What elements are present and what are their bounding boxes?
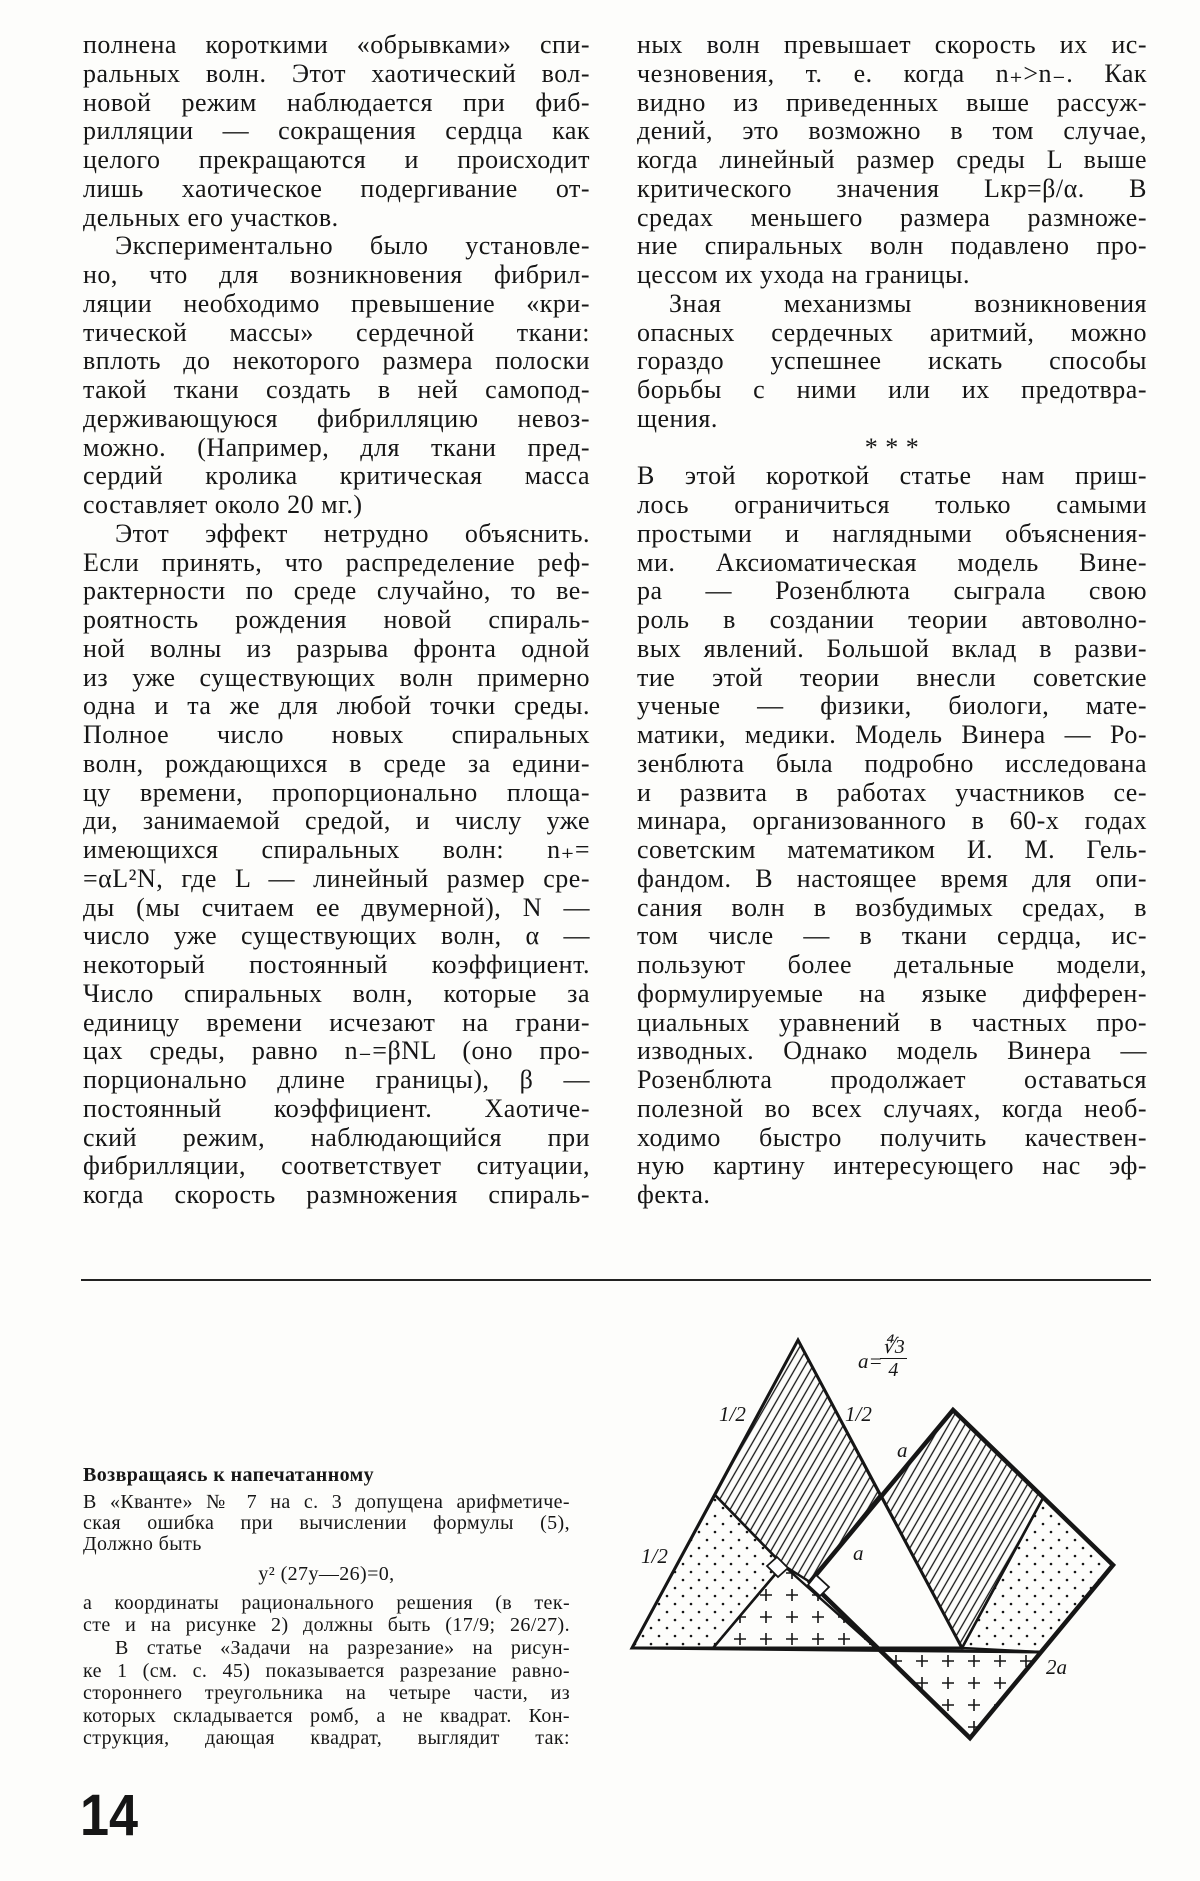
text-line: волн, рождающихся в среде за едини-	[83, 748, 590, 778]
text-line: дений, это возможно в том случае,	[637, 116, 1147, 146]
text-line: циальных уравнений в частных про-	[637, 1007, 1147, 1037]
a-equals-label: a=	[858, 1349, 883, 1373]
text-line: единицу времени исчезают на грани-	[83, 1007, 590, 1037]
text-line: можно. (Например, для ткани пред-	[83, 432, 590, 462]
text-line: простыми и наглядными объяснения-	[637, 518, 1147, 548]
text-line: матики, медики. Модель Винера — Ро-	[637, 720, 1147, 749]
text-line: =αL²N, где L — линейный размер сре-	[83, 863, 590, 893]
text-line: средах меньшего размера размноже-	[637, 202, 1147, 232]
text-line: одна и та же для любой точки среды.	[83, 691, 590, 721]
text-line: борьбы с ними или их предотвра-	[637, 375, 1147, 404]
text-line: лишь хаотическое подергивание от-	[83, 173, 590, 203]
text-line: ние спиральных волн подавлено про-	[637, 231, 1147, 261]
text-line: полнена короткими «обрывками» спи-	[83, 30, 590, 59]
erratum-line: ская ошибка при вычислении формулы (5),	[83, 1512, 570, 1534]
text-line: составляет около 20 мг.)	[83, 490, 363, 519]
text-line: когда линейный размер среды L выше	[637, 145, 1147, 174]
text-line: когда скорость размножения спираль-	[83, 1180, 590, 1209]
a-numerator: ∜3	[882, 1336, 905, 1358]
label-two-a: 2a	[1046, 1655, 1067, 1679]
text-line: Если принять, что распределение реф-	[83, 547, 590, 577]
text-line: постоянный коэффициент. Хаотиче-	[83, 1093, 590, 1123]
erratum-line: В «Кванте» № 7 на с. 3 допущена арифметиче-	[83, 1491, 570, 1513]
text-line: и развита в работах участников се-	[637, 777, 1147, 807]
erratum-line: В статье «Задачи на разрезание» на рисун-	[115, 1637, 570, 1659]
text-line: минара, организованного в 60-х годах	[637, 806, 1147, 836]
text-line: ходимо быстро получить качествен-	[637, 1122, 1147, 1152]
text-line: щения.	[637, 403, 718, 433]
text-line: тической массы» сердечной ткани:	[83, 317, 590, 347]
text-line: фандом. В настоящее время для опи-	[637, 863, 1147, 893]
text-line: ных волн превышает скорость их ис-	[637, 30, 1147, 59]
page-number: 14	[80, 1783, 139, 1848]
label-half-left-top: 1/2	[719, 1402, 746, 1426]
text-line: фекта.	[637, 1180, 711, 1209]
text-line: ды (мы считаем ее двумерной), N —	[83, 892, 590, 922]
text-line: ляции необходимо превышение «кри-	[83, 288, 590, 318]
text-line: цах среды, равно n₋=βNL (оно про-	[83, 1036, 590, 1066]
erratum-line: ке 1 (см. с. 45) показывается разрезание равно-	[83, 1660, 570, 1682]
label-half-left-bottom: 1/2	[641, 1544, 668, 1568]
text-line: число уже существующих волн, α —	[83, 921, 590, 951]
text-line: Этот эффект нетрудно объяснить.	[115, 518, 590, 548]
label-a-upper: a	[897, 1438, 908, 1462]
text-line: ди, занимаемой средой, и числу уже	[83, 806, 590, 836]
text-line: вых явлений. Большой вклад в разви-	[637, 633, 1147, 663]
erratum-formula: y² (27y—26)=0,	[258, 1563, 395, 1585]
text-line: сания волн в возбудимых средах, в	[637, 892, 1147, 922]
text-line: Розенблюта продолжает оставаться	[637, 1065, 1147, 1094]
erratum-line: а координаты рационального решения (в тек-	[83, 1592, 570, 1614]
text-line: роль в создании теории автоволно-	[637, 605, 1147, 634]
text-line: рактерности по среде случайно, то ве-	[83, 576, 590, 606]
text-line: цессом их ухода на границы.	[637, 260, 970, 289]
text-line: Экспериментально было установле-	[115, 231, 590, 261]
text-line: рилляции — сокращения сердца как	[83, 116, 590, 146]
text-line: ми. Аксиоматическая модель Вине-	[637, 547, 1147, 577]
text-line: тие этой теории внесли советские	[637, 662, 1147, 692]
erratum-heading: Возвращаясь к напечатанному	[83, 1464, 375, 1486]
a-fraction	[880, 1336, 907, 1381]
text-line: Зная механизмы возникновения	[669, 288, 1147, 318]
erratum-line: стороннего треугольника на четыре части, из	[83, 1682, 570, 1704]
text-line: видно из приведенных выше рассуж-	[637, 87, 1147, 117]
section-separator: * * *	[864, 432, 920, 462]
text-line: ский режим, наблюдающийся при	[83, 1122, 590, 1152]
text-line: Число спиральных волн, которые за	[83, 978, 590, 1008]
text-line: гораздо успешнее искать способы	[637, 346, 1147, 376]
text-line: советским математиком И. М. Гель-	[637, 835, 1147, 864]
a-denominator: 4	[888, 1359, 899, 1381]
label-half-right-top: 1/2	[845, 1402, 872, 1426]
text-line: новой режим наблюдается при фиб-	[83, 87, 590, 117]
text-line: держивающуюся фибрилляцию невоз-	[83, 403, 590, 433]
erratum-line: которых складывается ромб, а не квадрат. Кон-	[83, 1705, 570, 1727]
text-line: том числе — в ткани сердца, ис-	[637, 921, 1147, 951]
text-line: ральных волн. Этот хаотический вол-	[83, 58, 590, 88]
text-line: вплоть до некоторого размера полоски	[83, 346, 590, 376]
plus-piece-square	[880, 1650, 1040, 1738]
text-line: некоторый постоянный коэффициент.	[83, 950, 590, 979]
text-line: целого прекращаются и происходит	[83, 145, 590, 174]
text-line: ной волны из разрыва фронта одной	[83, 633, 590, 663]
text-line: роятность рождения новой спираль-	[83, 605, 590, 634]
text-line: Полное число новых спиральных	[83, 720, 590, 749]
text-line: лось ограничиться только самыми	[637, 490, 1147, 519]
text-line: формулируемые на языке дифферен-	[637, 978, 1147, 1008]
text-line: изводных. Однако модель Винера —	[637, 1036, 1147, 1066]
erratum-line: струкция, дающая квадрат, выглядит так:	[83, 1727, 570, 1749]
text-line: имеющихся спиральных волн: n₊=	[83, 835, 590, 864]
text-line: но, что для возникновения фибрил-	[83, 260, 590, 289]
text-line: ную картину интересующего нас эф-	[637, 1151, 1147, 1181]
text-line: ра — Розенблюта сыграла свою	[637, 576, 1147, 606]
text-line: зенблюта была подробно исследована	[637, 748, 1147, 778]
text-line: полезной во всех случаях, когда необ-	[637, 1093, 1147, 1123]
text-line: такой ткани создать в ней самопод-	[83, 375, 590, 404]
text-line: цу времени, пропорционально площа-	[83, 777, 590, 807]
label-a-middle: a	[853, 1541, 864, 1565]
text-line: дельных его участков.	[83, 202, 339, 232]
text-line: опасных сердечных аритмий, можно	[637, 317, 1147, 347]
text-line: сердий кролика критическая масса	[83, 461, 590, 491]
text-line: из уже существующих волн примерно	[83, 662, 590, 692]
text-line: пользуют более детальные модели,	[637, 950, 1147, 979]
text-line: ученые — физики, биологи, мате-	[637, 691, 1147, 721]
text-line: В этой короткой статье нам приш-	[637, 461, 1147, 491]
text-line: фибрилляции, соответствует ситуации,	[83, 1151, 590, 1181]
erratum-line: сте и на рисунке 2) должны быть (17/9; 26/27).	[83, 1614, 570, 1636]
erratum-line: Должно быть	[83, 1533, 202, 1555]
text-line: чезновения, т. е. когда n₊>n₋. Как	[637, 58, 1147, 88]
text-line: порционально длине границы), β —	[83, 1065, 590, 1094]
text-line: критического значения Lкр=β/α. В	[637, 173, 1147, 203]
